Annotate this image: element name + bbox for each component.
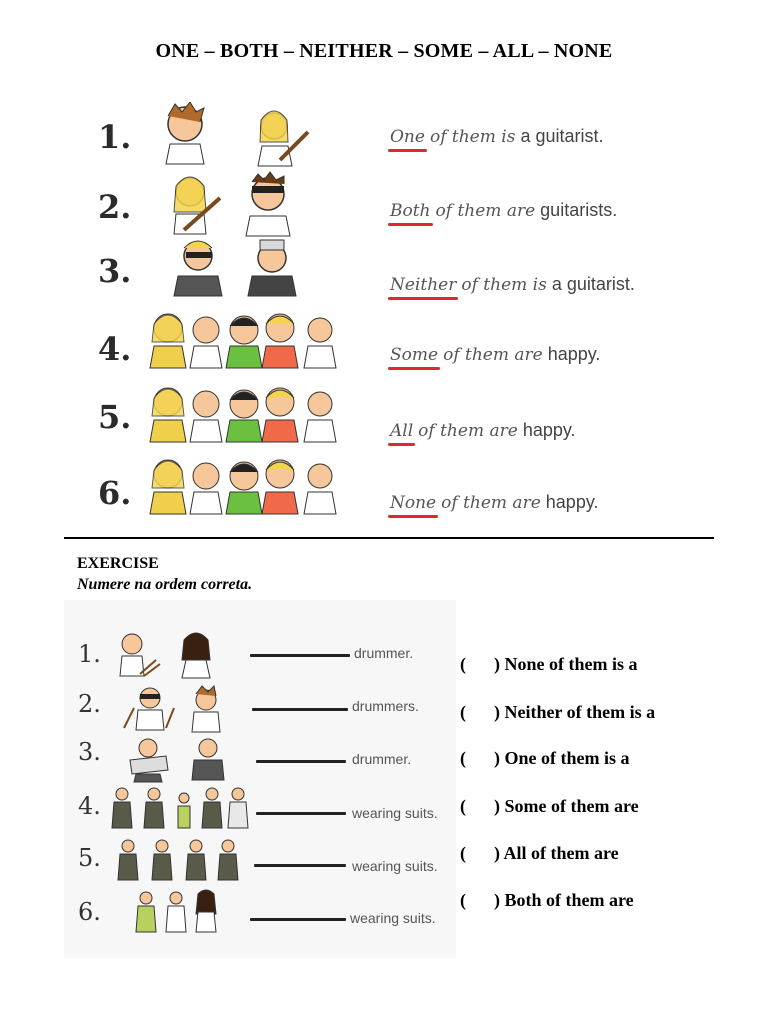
answer-option[interactable]: [460, 843, 619, 864]
suited-men-illustration: [110, 836, 250, 886]
example-sentence: [390, 344, 600, 365]
question-ending: wearing suits.: [350, 910, 436, 926]
option-text: One of them is a: [504, 748, 630, 768]
keyword: Some: [390, 345, 439, 365]
answer-blank: [256, 760, 346, 763]
question-number: 5.: [78, 844, 101, 872]
example-row: [0, 170, 768, 240]
question-number: 1.: [78, 640, 101, 668]
example-row: [0, 380, 768, 450]
answer-blank: [250, 654, 350, 657]
example-row: [0, 102, 768, 172]
guitarists-illustration: [140, 170, 360, 240]
musicians-illustration: [140, 236, 360, 306]
group-faces-illustration: [140, 306, 360, 376]
suited-men-illustration: [110, 784, 250, 834]
sentence-end: a guitarist.: [520, 126, 604, 146]
option-text: Some of them are: [504, 796, 639, 816]
option-text: Neither of them is a: [504, 702, 656, 722]
open-paren: (: [460, 702, 466, 722]
example-number: 4.: [98, 330, 132, 368]
sentence-end: happy.: [522, 420, 576, 440]
question-number: 4.: [78, 792, 101, 820]
answer-blank: [252, 708, 348, 711]
answer-option[interactable]: [460, 702, 655, 723]
exercise-heading: EXERCISE: [77, 555, 159, 572]
keyword: Both: [390, 201, 431, 221]
sentence-end: happy.: [545, 492, 599, 512]
example-sentence: [390, 420, 576, 441]
sentence-middle: of them is: [429, 127, 516, 147]
close-paren: ): [494, 796, 500, 816]
question-ending: drummer.: [352, 751, 412, 767]
answer-blank: [250, 918, 346, 921]
sentence-end: a guitarist.: [551, 274, 635, 294]
close-paren: ): [494, 843, 500, 863]
open-paren: (: [460, 890, 466, 910]
group-faces-illustration: [140, 452, 360, 522]
group-faces-illustration: [140, 380, 360, 450]
casual-people-illustration: [110, 888, 250, 938]
example-number: 1.: [98, 118, 132, 156]
drummers-illustration: [110, 734, 250, 784]
example-row: [0, 306, 768, 376]
keyword: All: [390, 421, 414, 441]
exercise-question-row: [0, 630, 460, 680]
sentence-middle: of them are: [418, 421, 518, 441]
example-sentence: [390, 200, 617, 221]
exercise-question-row: [0, 684, 460, 734]
example-number: 3.: [98, 252, 132, 290]
drummers-illustration: [110, 630, 250, 680]
option-text: None of them is a: [504, 654, 638, 674]
answer-option[interactable]: [460, 890, 634, 911]
option-text: Both of them are: [504, 890, 634, 910]
exercise-instruction: Numere na ordem correta.: [77, 576, 253, 593]
close-paren: ): [494, 654, 500, 674]
example-row: [0, 236, 768, 306]
question-ending: drummers.: [352, 698, 419, 714]
keyword: None: [390, 493, 437, 513]
page-title: ONE – BOTH – NEITHER – SOME – ALL – NONE: [155, 40, 613, 62]
keyword: One: [390, 127, 425, 147]
answer-option[interactable]: [460, 796, 639, 817]
open-paren: (: [460, 748, 466, 768]
example-number: 6.: [98, 474, 132, 512]
sentence-middle: of them are: [443, 345, 543, 365]
sentence-end: happy.: [547, 344, 601, 364]
question-ending: wearing suits.: [352, 858, 438, 874]
exercise-question-row: [0, 888, 460, 938]
example-sentence: [390, 126, 604, 147]
question-number: 3.: [78, 738, 101, 766]
close-paren: ): [494, 702, 500, 722]
question-ending: wearing suits.: [352, 805, 438, 821]
sentence-middle: of them is: [461, 275, 547, 295]
exercise-question-row: [0, 784, 460, 834]
section-divider: [64, 537, 714, 539]
sentence-middle: of them are: [441, 493, 541, 513]
example-number: 5.: [98, 398, 132, 436]
sentence-middle: of them are: [435, 201, 536, 221]
question-ending: drummer.: [354, 645, 414, 661]
close-paren: ): [494, 890, 500, 910]
example-sentence: [390, 492, 599, 513]
answer-blank: [256, 812, 346, 815]
answer-blank: [254, 864, 346, 867]
open-paren: (: [460, 654, 466, 674]
example-sentence: [390, 274, 635, 295]
option-text: All of them are: [503, 843, 619, 863]
answer-option[interactable]: [460, 748, 630, 769]
example-number: 2.: [98, 188, 132, 226]
guitarists-illustration: [140, 102, 360, 172]
drummers-illustration: [110, 684, 250, 734]
exercise-question-row: [0, 836, 460, 886]
open-paren: (: [460, 843, 466, 863]
exercise-question-row: [0, 734, 460, 784]
question-number: 6.: [78, 898, 101, 926]
sentence-end: guitarists.: [540, 200, 618, 220]
example-row: [0, 452, 768, 522]
answer-option[interactable]: [460, 654, 638, 675]
keyword: Neither: [390, 275, 457, 295]
close-paren: ): [494, 748, 500, 768]
question-number: 2.: [78, 690, 101, 718]
open-paren: (: [460, 796, 466, 816]
